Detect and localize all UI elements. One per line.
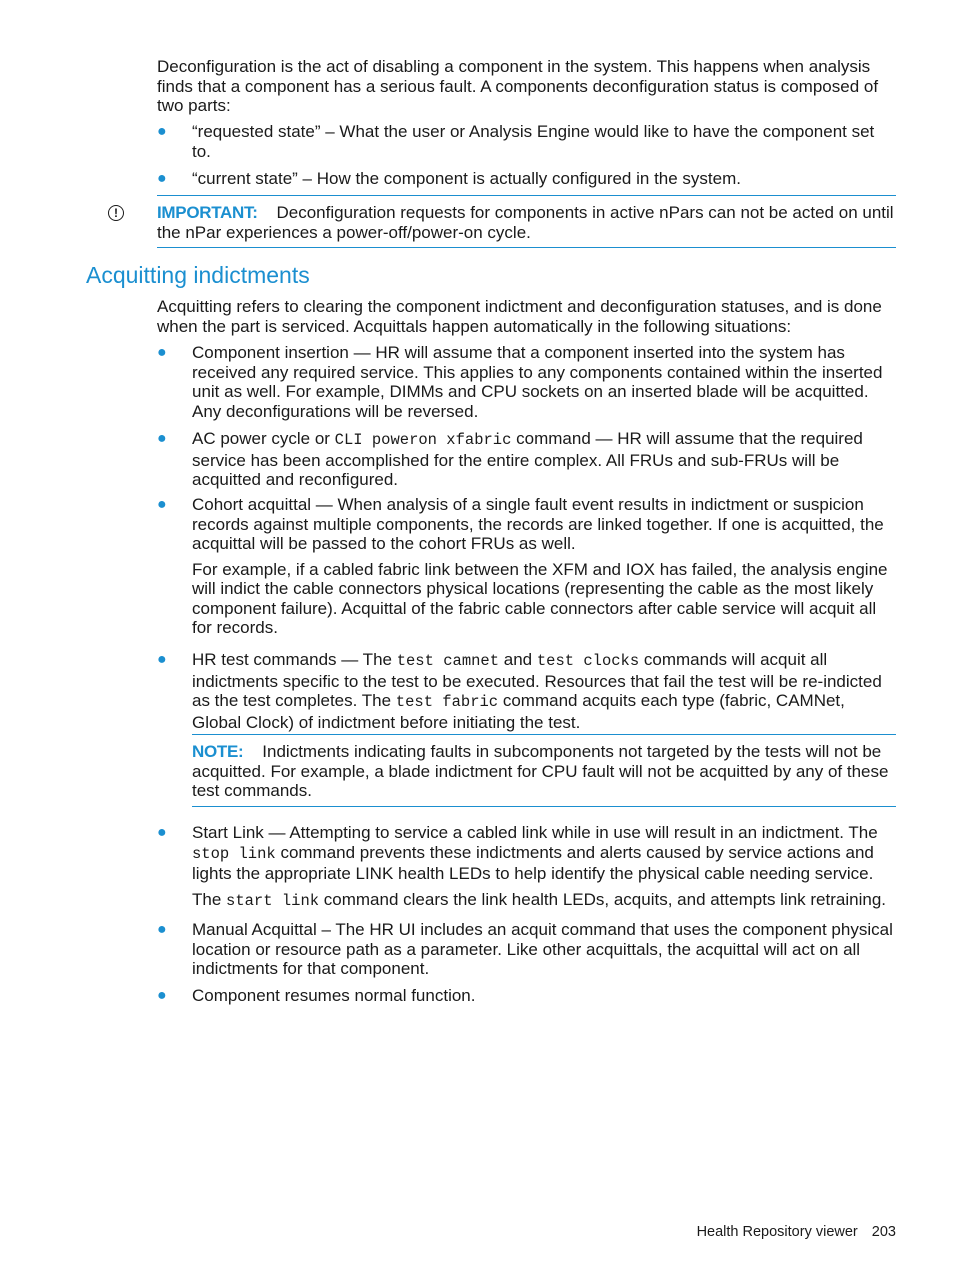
list-item-text: HR test commands — The test camnet and test clocks commands will acquit all indictments specific to the test to be executed. Resources that fail the test will be re-indicted as the test completes. The test fabric command acquits each type (fabric, CAMNet, Global Clock) of indictment before initiating the test. [192, 650, 882, 732]
bullet-icon: ● [157, 921, 167, 938]
list-item [157, 650, 897, 732]
code-snippet: test fabric [395, 693, 499, 711]
footer-title: Health Repository viewer [696, 1224, 858, 1240]
important-callout [157, 195, 896, 248]
list-item-text: “requested state” – What the user or Analysis Engine would like to have the component set to. [192, 122, 875, 161]
bullet-icon: ● [157, 824, 167, 841]
list-item [157, 169, 897, 189]
note-label: NOTE: [192, 742, 244, 761]
warning-icon: ! [108, 205, 124, 221]
section-intro: Acquitting refers to clearing the component indictment and deconfiguration statuses, and is done when the part is serviced. Acquittals happen automatically in the following situations: [157, 297, 882, 336]
list-item-text: Start Link — Attempting to service a cabled link while in use will result in an indictment. The stop link command prevents these indictments and alerts caused by service actions and lights the appropriate LINK health LEDs to help identify the physical cable needing service. [192, 823, 878, 883]
note-text: Indictments indicating faults in subcomponents not targeted by the tests will not be acquitted. For example, a blade indictment for CPU fault will not be acquitted by any of these test commands. [192, 742, 889, 800]
bullet-icon: ● [157, 496, 167, 513]
bullet-icon: ● [157, 170, 167, 187]
sub-paragraph: The start link command clears the link health LEDs, acquits, and attempts link retraining. [192, 889, 886, 910]
page-footer [687, 1223, 896, 1243]
important-text: Deconfiguration requests for components in active nPars can not be acted on until the nPar experiences a power-off/power-on cycle. [157, 203, 894, 242]
list-item [157, 495, 897, 638]
list-item [157, 920, 897, 979]
bullet-icon: ● [157, 344, 167, 361]
page-number: 203 [871, 1224, 896, 1240]
code-snippet: stop link [192, 844, 276, 863]
list-item-text: Component resumes normal function. [192, 986, 476, 1005]
bullet-icon: ● [157, 651, 167, 668]
list-item [157, 122, 897, 161]
list-item [157, 823, 897, 911]
bullet-icon: ● [157, 123, 167, 140]
code-snippet: CLI poweron xfabric [334, 431, 512, 449]
intro-paragraph: Deconfiguration is the act of disabling a component in the system. This happens when analysis finds that a component has a serious fault. A components deconfiguration status is composed of two parts: [157, 57, 879, 115]
code-snippet: test camnet [396, 652, 500, 670]
bullet-icon: ● [157, 430, 167, 447]
list-item [157, 986, 897, 1006]
bullet-icon: ● [157, 987, 167, 1004]
important-label: IMPORTANT: [157, 203, 258, 222]
list-item-text: AC power cycle or CLI poweron xfabric command — HR will assume that the required service has been accomplished for the entire complex. All FRUs and sub-FRUs will be acquitted and reconfigured. [192, 429, 863, 489]
list-item [157, 343, 897, 421]
list-item-text: Cohort acquittal — When analysis of a single fault event results in indictment or suspicion records against multiple components, the records are linked together. If one is acquitted, the acquittal will be passed to the cohort FRUs as well. [192, 495, 884, 553]
note-callout [192, 734, 896, 807]
example-paragraph: For example, if a cabled fabric link between the XFM and IOX has failed, the analysis engine will indict the cable connectors physical locations (representing the cable as the most likely component failure). Acquittal of the fabric cable connectors after cable service will acquit all for records. [192, 559, 888, 637]
section-heading: Acquitting indictments [86, 262, 310, 288]
code-snippet: test clocks [536, 652, 640, 670]
list-item-text: Component insertion — HR will assume that a component inserted into the system has received any required service. This applies to any components contained within the inserted unit as well. For example, DIMMs and CPU sockets on an inserted blade will be acquitted. Any deconfigurations will be reversed. [192, 343, 883, 421]
list-item-text: “current state” – How the component is actually configured in the system. [192, 169, 741, 188]
list-item [157, 429, 897, 490]
list-item-text: Manual Acquittal – The HR UI includes an acquit command that uses the component physical location or resource path as a parameter. Like other acquittals, the acquittal will act on all indictments for that component. [192, 920, 893, 978]
code-snippet: start link [226, 891, 320, 910]
